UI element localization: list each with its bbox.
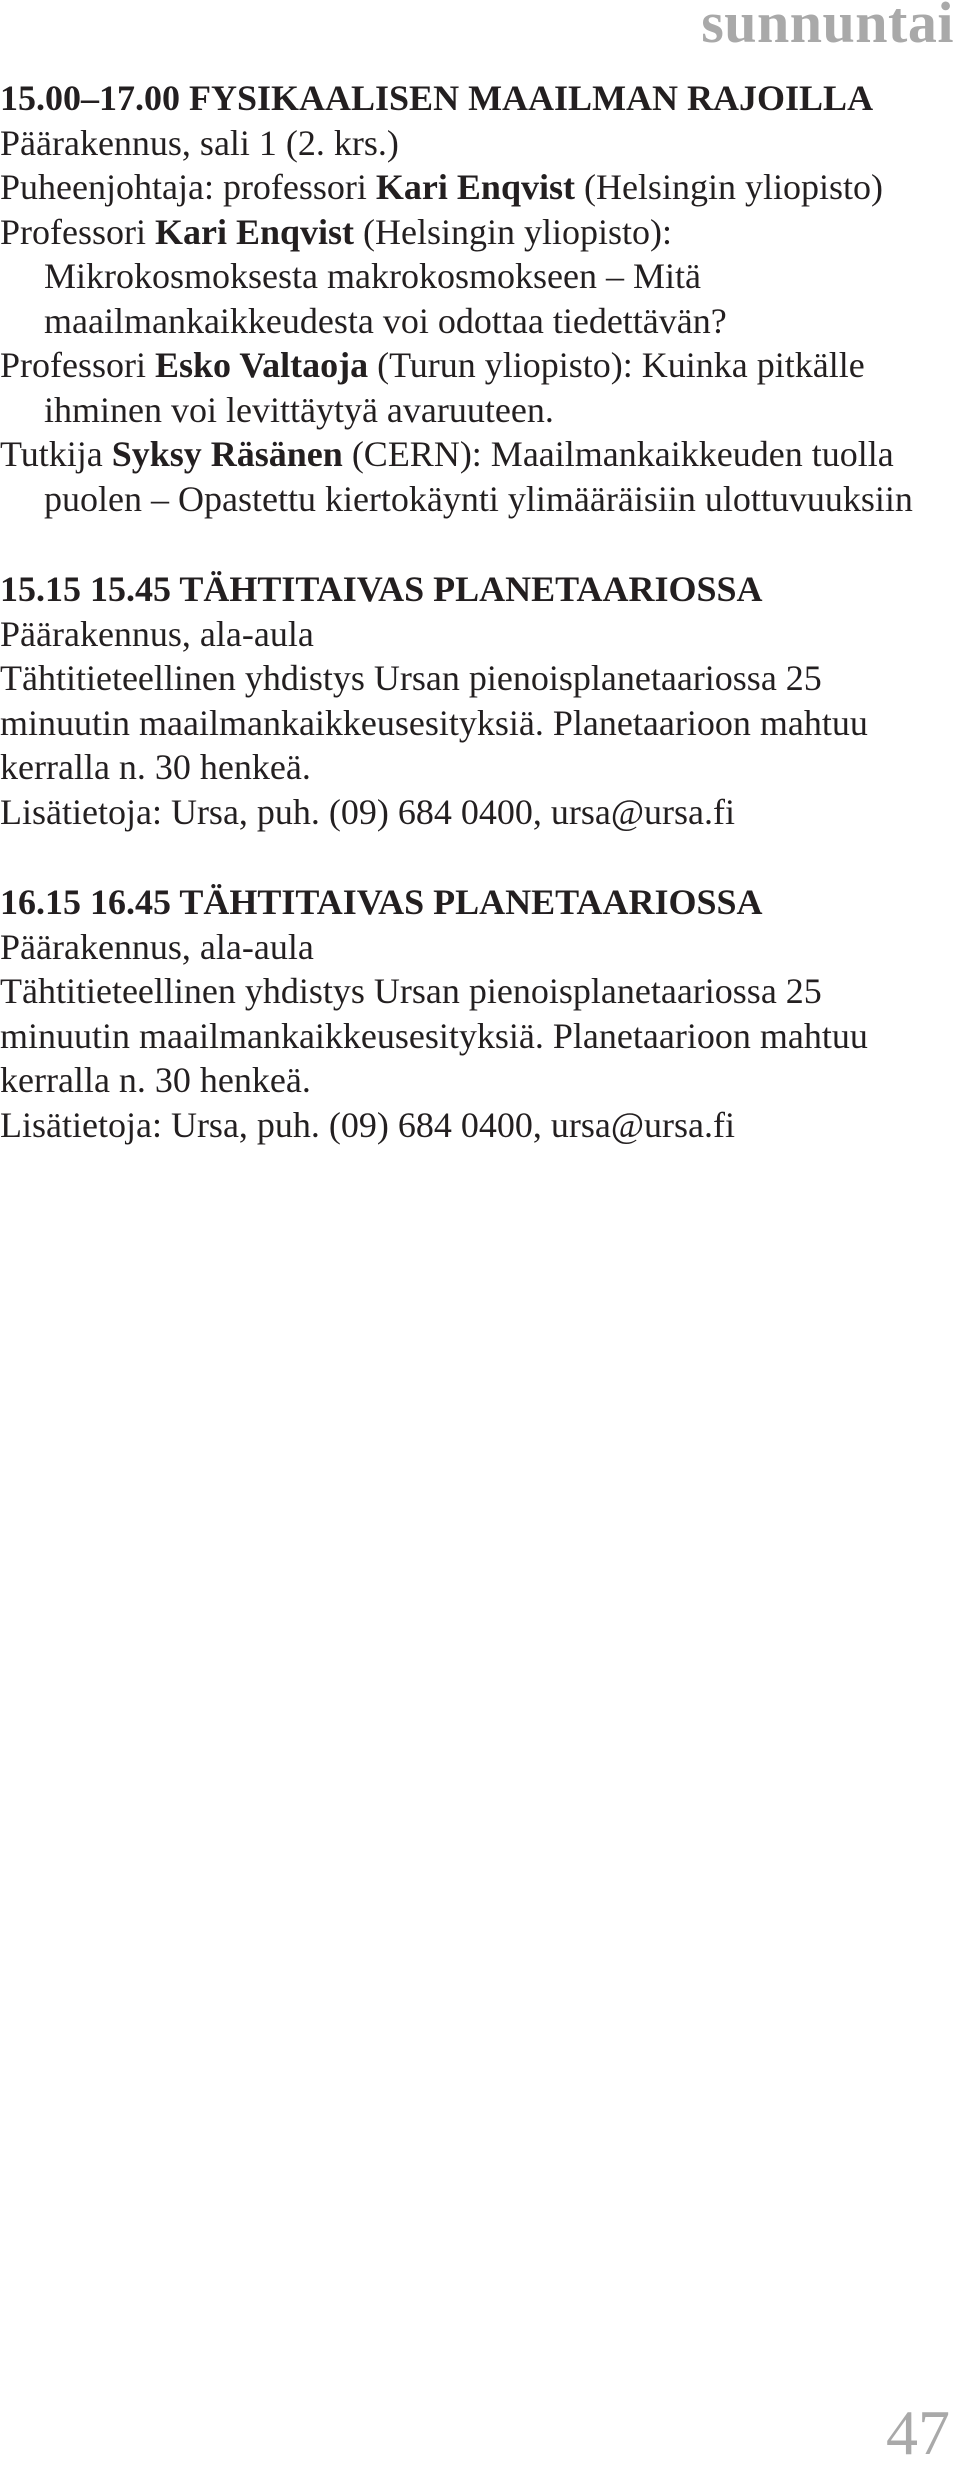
chair-suffix: (Helsingin yliopisto) [574, 167, 883, 207]
page-number: 47 [886, 2397, 950, 2468]
session-heading: 15.00–17.00 FYSIKAALISEN MAAILMAN RAJOILLA [0, 78, 874, 118]
talk-prefix: Professori [0, 211, 155, 252]
talk-title: (Helsingin yliopisto): Mikrokosmoksesta makrokosmokseen – Mitä maailmankaikkeudesta voi odottaa tiedettävän? [44, 211, 727, 341]
chair-prefix: Puheenjohtaja: professori [0, 167, 376, 207]
session-info: Lisätietoja: Ursa, puh. (09) 684 0400, ursa@ursa.fi [0, 791, 735, 832]
session-planetarium-1 [0, 567, 955, 834]
session-location: Päärakennus, sali 1 (2. krs.) [0, 122, 399, 163]
session-description: Tähtitieteellinen yhdistys Ursan pienoisplanetaariossa 25 minuutin maailmankaikkeusesityksiä. Planetaarioon mahtuu kerralla n. 30 henkeä. [0, 971, 868, 1100]
session-heading: 16.15 16.45 TÄHTITAIVAS PLANETAARIOSSA [0, 882, 763, 922]
talk-prefix: Tutkija [0, 434, 112, 474]
session-heading: 15.15 15.45 TÄHTITAIVAS PLANETAARIOSSA [0, 569, 763, 609]
talk-title: (CERN): Maailmankaikkeuden tuolla puolen – Opastettu kiertokäynti ylimääräisiin ulottuvuuksiin [44, 434, 913, 519]
speaker-name: Esko Valtaoja [155, 345, 369, 385]
speaker-name: Kari Enqvist [155, 211, 355, 252]
talk-prefix: Professori [0, 345, 155, 385]
speaker-name: Syksy Räsänen [111, 434, 343, 474]
chair-name: Kari Enqvist [375, 167, 575, 207]
session-physics [0, 76, 955, 521]
session-planetarium-2 [0, 880, 955, 1147]
session-chair [0, 165, 955, 210]
program-content [0, 76, 955, 1147]
session-location: Päärakennus, ala-aula [0, 926, 314, 967]
talk-item [0, 210, 955, 344]
talk-item [0, 432, 955, 521]
session-info: Lisätietoja: Ursa, puh. (09) 684 0400, ursa@ursa.fi [0, 1104, 735, 1145]
session-location: Päärakennus, ala-aula [0, 613, 314, 654]
talk-title: (Turun yliopisto): Kuinka pitkälle ihminen voi levittäytyä avaruuteen. [44, 345, 865, 430]
talk-item [0, 343, 955, 432]
running-head: sunnuntai [701, 0, 954, 55]
session-description: Tähtitieteellinen yhdistys Ursan pienoisplanetaariossa 25 minuutin maailmankaikkeusesityksiä. Planetaarioon mahtuu kerralla n. 30 henkeä. [0, 658, 868, 787]
